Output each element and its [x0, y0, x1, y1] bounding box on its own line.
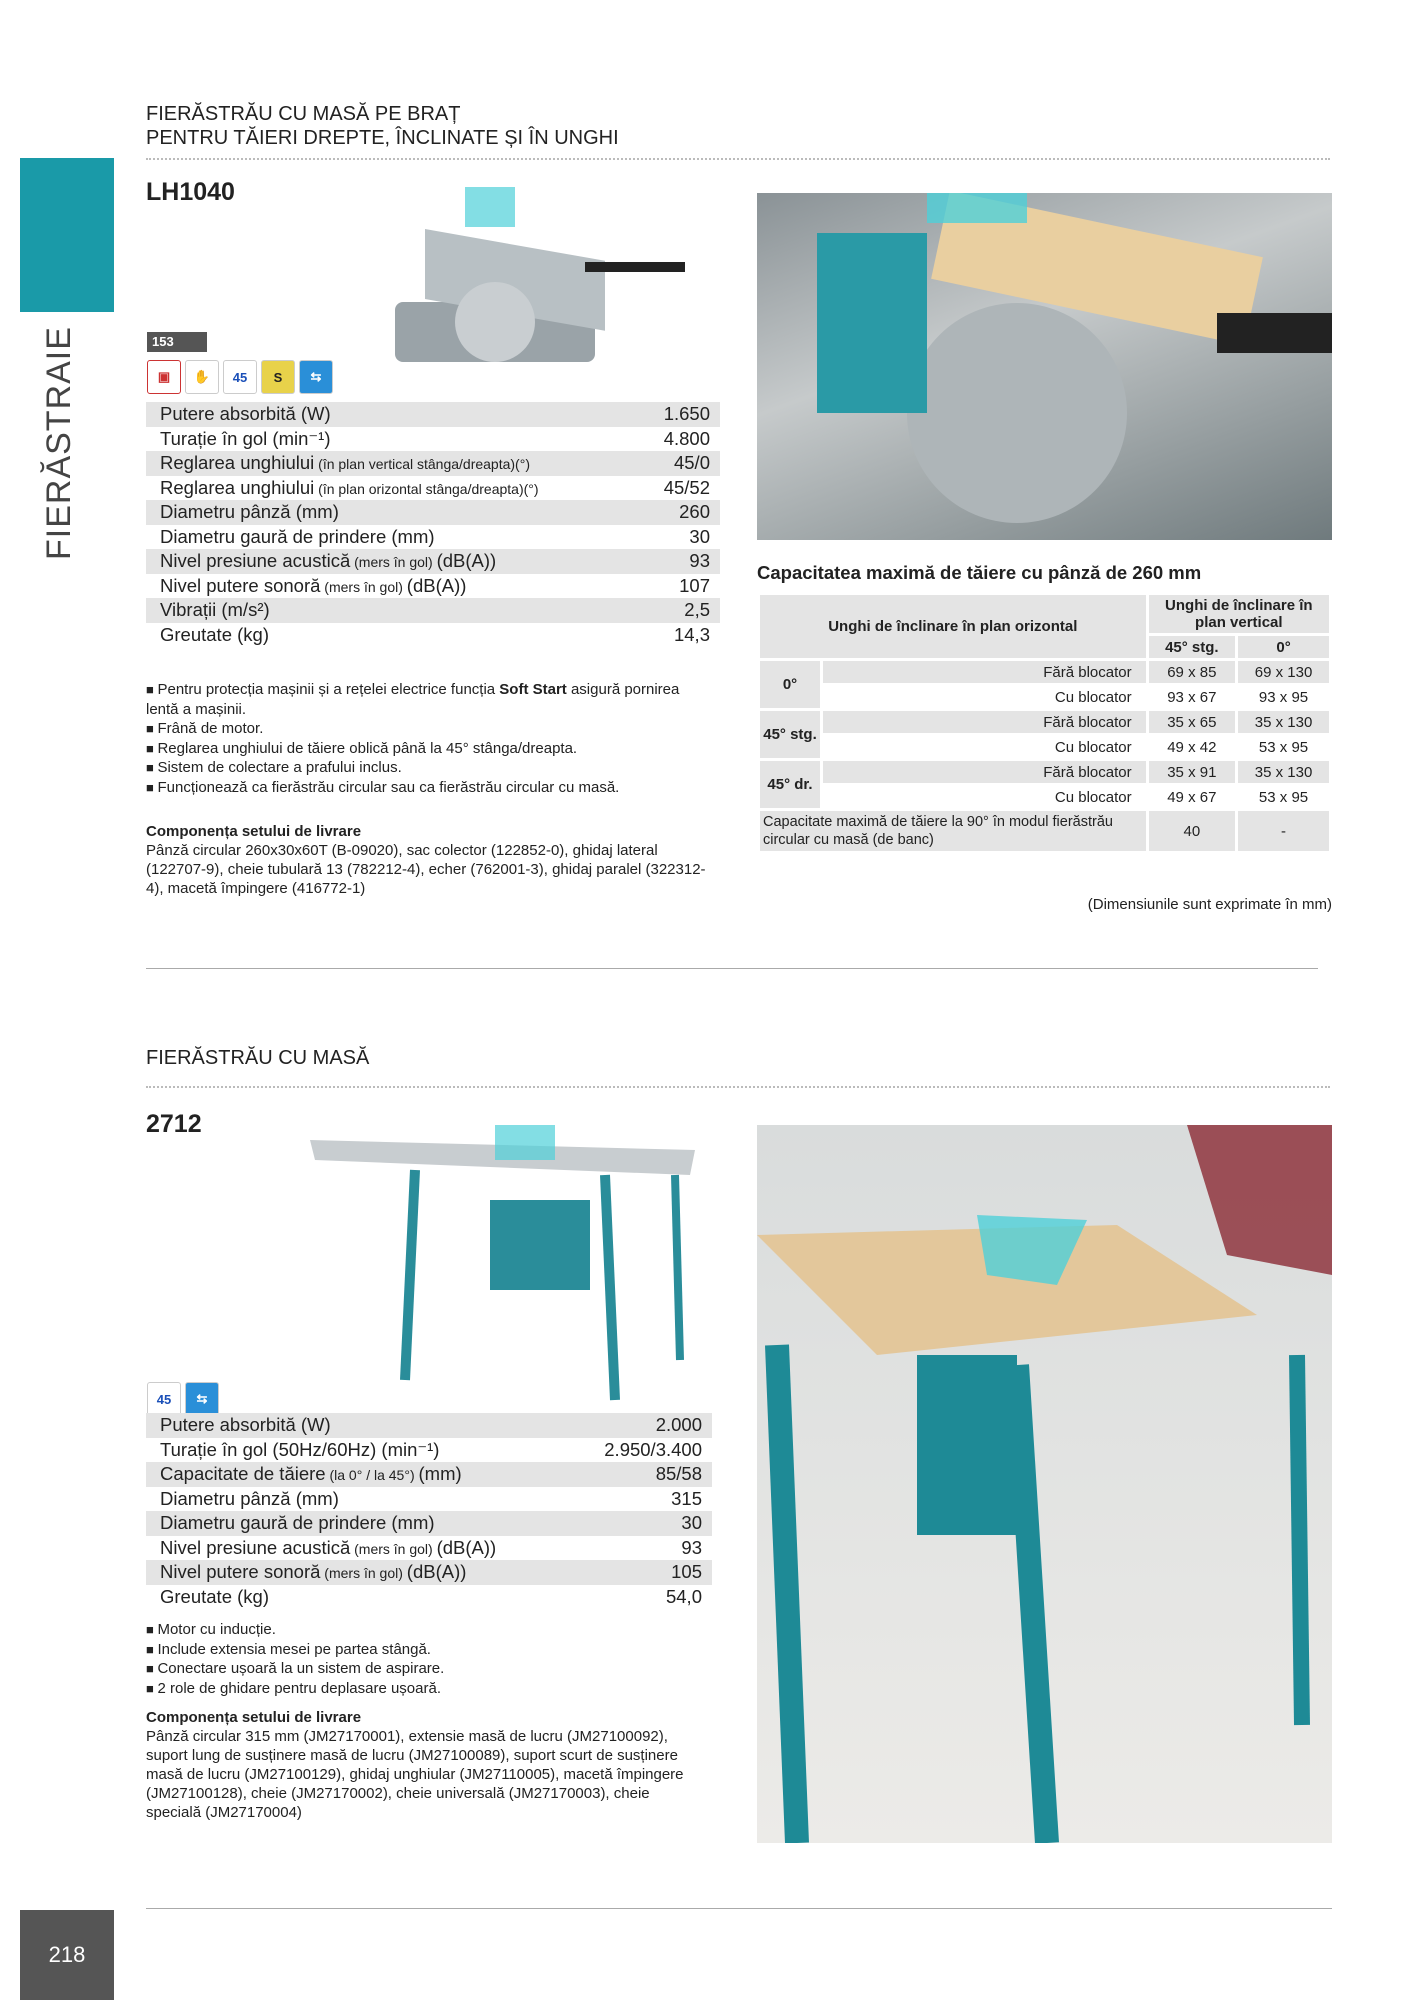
heading-line: FIERĂSTRĂU CU MASĂ PE BRAȚ — [146, 103, 461, 125]
capacity-row — [760, 686, 1329, 708]
spec-value: 85/58 — [655, 1463, 702, 1485]
product2-features — [146, 1620, 706, 1698]
spec-label: Vibrații (m/s²) — [160, 599, 270, 621]
feature-icons — [147, 360, 333, 394]
feature-item: ■ Sistem de colectare a prafului inclus. — [146, 758, 706, 778]
spec-value: 30 — [681, 1512, 702, 1534]
product1-photo — [757, 193, 1332, 540]
lock-cell: Fără blocator — [823, 711, 1146, 733]
angle-cell: 45° stg. — [760, 711, 820, 758]
spec-label: Diametru pânză (mm) — [160, 1487, 339, 1509]
page-number: 218 — [20, 1910, 114, 2000]
spec-label: Diametru pânză (mm) — [160, 501, 339, 523]
product1-spec-table — [146, 402, 720, 647]
product2-spec-table — [146, 1413, 712, 1609]
bevel-45-icon: 45 — [147, 1382, 181, 1416]
spec-label: Turație în gol (min⁻¹) — [160, 427, 331, 449]
spec-value: 105 — [671, 1561, 702, 1583]
value-cell: 49 x 67 — [1167, 788, 1217, 806]
feature-item: ■ Funcționează ca fierăstrău circular sau ca fierăstrău circular cu masă. — [146, 778, 706, 798]
header-vertical: Unghi de înclinare în plan vertical — [1149, 595, 1329, 633]
spec-row — [146, 451, 720, 476]
dotted-divider — [146, 158, 1330, 160]
spec-label: Turație în gol (50Hz/60Hz) (min⁻¹) — [160, 1438, 440, 1460]
feature-icons — [147, 1382, 219, 1416]
capacity-row — [760, 736, 1329, 758]
capacity-row — [760, 661, 1329, 683]
lock-cell: Cu blocator — [1054, 788, 1132, 806]
spec-value: 45/0 — [673, 452, 710, 474]
capacity-note: (Dimensiunile sunt exprimate în mm) — [1087, 896, 1332, 913]
spec-value: 30 — [689, 525, 710, 547]
lock-cell: Cu blocator — [1054, 688, 1132, 706]
value-cell: 40 — [1149, 811, 1235, 851]
table-saw-icon: ⇆ — [299, 360, 333, 394]
heading-line: PENTRU TĂIERI DREPTE, ÎNCLINATE ȘI ÎN UNGHI — [146, 127, 619, 149]
value-cell: 35 x 65 — [1149, 711, 1235, 733]
angle-cell: 45° dr. — [760, 761, 820, 808]
spec-label: Nivel presiune acustică (mers în gol) (dB(A)) — [160, 550, 497, 572]
spec-row — [146, 549, 720, 574]
feature-item: ■ Reglarea unghiului de tăiere oblică până la 45° stânga/dreapta. — [146, 739, 706, 759]
dotted-divider — [146, 1086, 1330, 1088]
spec-row — [146, 574, 720, 599]
spec-row — [146, 1462, 712, 1487]
spec-label: Diametru gaură de prindere (mm) — [160, 1512, 435, 1534]
spec-row — [146, 623, 720, 648]
spec-label: Nivel presiune acustică (mers în gol) (dB(A)) — [160, 1536, 497, 1558]
spec-row — [146, 1413, 712, 1438]
spec-label: Capacitate de tăiere (la 0° / la 45°) (mm) — [160, 1463, 462, 1485]
capacity-row — [760, 711, 1329, 733]
spec-value: 1.650 — [663, 403, 710, 425]
spec-row — [146, 1438, 712, 1463]
delivery-set-text: Pânză circular 260x30x60T (B-09020), sac colector (122852-0), ghidaj lateral (122707-9), cheie tubulară 13 (782212-4), echer (762001-3), ghidaj paralel (322312-4), macetă împingere (416772-1) — [146, 842, 706, 897]
spec-value: 315 — [671, 1487, 702, 1509]
value-cell: 49 x 42 — [1167, 738, 1217, 756]
capacity-row — [760, 811, 1329, 851]
section-color-tab — [20, 158, 114, 312]
spec-row — [146, 1511, 712, 1536]
section-label: FIERĂSTRAIE — [40, 326, 78, 560]
spec-value: 14,3 — [673, 623, 710, 645]
spec-label: Putere absorbită (W) — [160, 1414, 331, 1436]
spec-row — [146, 1585, 712, 1610]
spec-value: 2,5 — [684, 599, 710, 621]
spec-label: Reglarea unghiului (în plan orizontal stânga/dreapta)(°) — [160, 476, 539, 498]
value-cell: 35 x 130 — [1238, 761, 1329, 783]
feature-item: ■ Motor cu inducție. — [146, 1620, 706, 1640]
feature-item: ■ Conectare ușoară la un sistem de aspirare. — [146, 1659, 706, 1679]
value-cell: 93 x 67 — [1167, 688, 1217, 706]
spec-row — [146, 598, 720, 623]
value-cell: - — [1238, 811, 1329, 851]
product2-heading: FIERĂSTRĂU CU MASĂ — [146, 1047, 370, 1069]
lock-cell: Cu blocator — [1054, 738, 1132, 756]
feature-item: ■ Include extensia mesei pe partea stângă. — [146, 1640, 706, 1660]
spec-value: 54,0 — [665, 1585, 702, 1607]
spec-value: 260 — [679, 501, 710, 523]
product1-heading — [146, 102, 619, 150]
header-col-0: 0° — [1238, 636, 1329, 658]
capacity-table-title: Capacitatea maximă de tăiere cu pânză de 260 mm — [757, 562, 1202, 583]
feature-item: ■ 2 role de ghidare pentru deplasare ușoară. — [146, 1679, 706, 1699]
value-cell: 69 x 130 — [1238, 661, 1329, 683]
angle-cell: 0° — [760, 661, 820, 708]
delivery-set-title: Componența setului de livrare — [146, 1709, 362, 1726]
spec-row — [146, 525, 720, 550]
spec-row — [146, 1487, 712, 1512]
product1-model: LH1040 — [146, 178, 235, 206]
spec-label: Diametru gaură de prindere (mm) — [160, 525, 435, 547]
brake-icon: S — [261, 360, 295, 394]
spec-row — [146, 476, 720, 501]
delivery-set-text: Pânză circular 315 mm (JM27170001), extensie masă de lucru (JM27100092), suport lung de susținere masă de lucru (JM27100089), suport scurt de susținere masă de lucru (JM27100129), ghidaj unghiular (JM27110005), macetă împingere (JM27100128), cheie (JM27170002), cheie universală (JM27170003), cheie specială (JM27170004) — [146, 1728, 684, 1821]
capacity-row — [760, 786, 1329, 808]
lock-cell: Fără blocator — [823, 761, 1146, 783]
product1-image — [385, 182, 705, 382]
product2-delivery-set — [146, 1708, 706, 1822]
spec-row — [146, 427, 720, 452]
spec-value: 93 — [689, 550, 710, 572]
header-horizontal: Unghi de înclinare în plan orizontal — [760, 595, 1146, 658]
spec-value: 93 — [681, 1536, 702, 1558]
section-divider — [146, 968, 1318, 969]
spec-value: 4.800 — [663, 427, 710, 449]
spec-label: Greutate (kg) — [160, 1585, 269, 1607]
delivery-set-title: Componența setului de livrare — [146, 823, 362, 840]
spec-label: Putere absorbită (W) — [160, 403, 331, 425]
spec-value: 45/52 — [663, 476, 710, 498]
spec-row — [146, 1536, 712, 1561]
product1-features — [146, 680, 706, 797]
capacity-row — [760, 761, 1329, 783]
spec-label: Nivel putere sonoră (mers în gol) (dB(A)) — [160, 574, 467, 596]
header-col-45: 45° stg. — [1149, 636, 1235, 658]
product1-delivery-set — [146, 822, 706, 898]
value-cell: 53 x 95 — [1258, 788, 1309, 806]
soft-start-icon: ▣ — [147, 360, 181, 394]
product2-model: 2712 — [146, 1110, 202, 1138]
spec-row — [146, 402, 720, 427]
value-cell: 35 x 130 — [1238, 711, 1329, 733]
lock-cell: Fără blocator — [823, 661, 1146, 683]
feature-item: ■ Pentru protecția mașinii și a rețelei electrice funcția Soft Start asigură pornirea lentă a mașinii. — [146, 680, 706, 719]
value-cell: 69 x 85 — [1149, 661, 1235, 683]
spec-value: 2.950/3.400 — [604, 1438, 702, 1460]
spec-row — [146, 500, 720, 525]
page-reference-badge: 153 — [147, 332, 207, 352]
product2-photo — [757, 1125, 1332, 1843]
value-cell: 53 x 95 — [1258, 738, 1309, 756]
bevel-45-icon: 45 — [223, 360, 257, 394]
footer-divider — [146, 1908, 1332, 1909]
value-cell: 93 x 95 — [1258, 688, 1309, 706]
spec-row — [146, 1560, 712, 1585]
bench-mode-label: Capacitate maximă de tăiere la 90° în modul fierăstrău circular cu masă (de banc) — [760, 811, 1146, 851]
feature-item: ■ Frână de motor. — [146, 719, 706, 739]
spec-label: Greutate (kg) — [160, 623, 269, 645]
capacity-table — [757, 592, 1332, 854]
safety-hand-icon: ✋ — [185, 360, 219, 394]
value-cell: 35 x 91 — [1149, 761, 1235, 783]
product2-image — [305, 1120, 705, 1420]
spec-value: 107 — [679, 574, 710, 596]
spec-label: Nivel putere sonoră (mers în gol) (dB(A)) — [160, 1561, 467, 1583]
table-saw-icon: ⇆ — [185, 1382, 219, 1416]
spec-label: Reglarea unghiului (în plan vertical stânga/dreapta)(°) — [160, 452, 530, 474]
spec-value: 2.000 — [655, 1414, 702, 1436]
